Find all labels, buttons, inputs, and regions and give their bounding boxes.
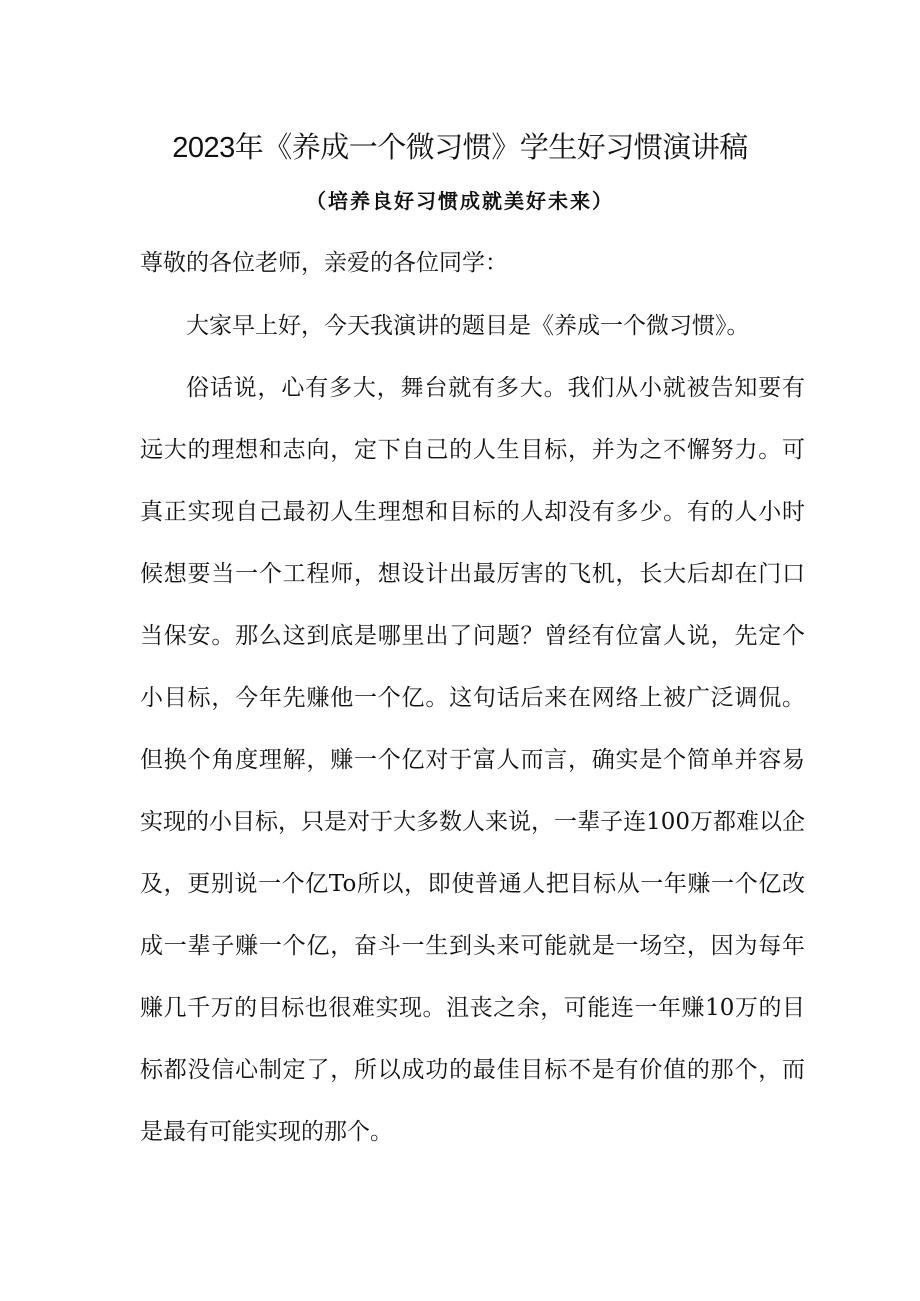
paragraph-2: 俗话说，心有多大，舞台就有多大。我们从小就被告知要有远大的理想和志向，定下自己的人生目标，并为之不懈努力。可真正实现自己最初人生理想和目标的人却没有多少。有的人小时候想要当一个工程师，想设计出最厉害的飞机，长大后却在门口当保安。那么这到底是哪里出了问题？曾经有位富人说，先定个小目标，今年先赚他一个亿。这句话后来在网络上被广泛调侃。但换个角度理解，赚一个亿对于富人而言，确实是个简单并容易实现的小目标，只是对于大多数人来说，一辈子连100万都难以企及，更别说一个亿To所以，即使普通人把目标从一年赚一个亿改成一辈子赚一个亿，奋斗一生到头来可能就是一场空，因为每年赚几千万的目标也很难实现。沮丧之余，可能连一年赚10万的目标都没信心制定了，所以成功的最佳目标不是有价值的那个，而是最有可能实现的那个。 bbox=[140, 375, 805, 1145]
salutation: 尊敬的各位老师，亲爱的各位同学： bbox=[140, 250, 508, 276]
document-subtitle: （培养良好习惯成就美好未来） bbox=[306, 189, 614, 213]
paragraph-1: 大家早上好，今天我演讲的题目是《养成一个微习惯》。 bbox=[186, 313, 750, 339]
document-title: 2023年《养成一个微习惯》学生好习惯演讲稿 bbox=[172, 132, 748, 164]
